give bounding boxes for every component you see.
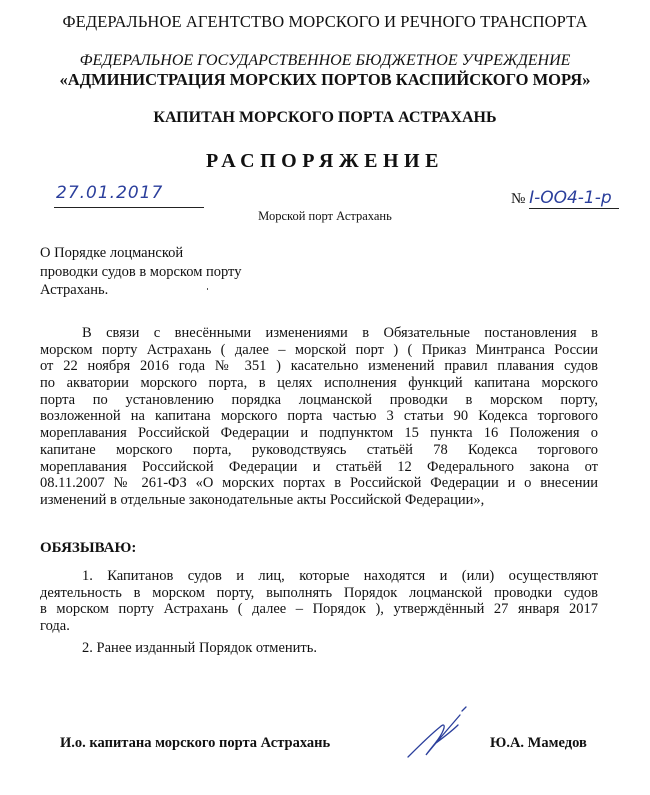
preamble-line: возложенной на капитана морского порта частью 3 статьи 90 Кодекса торгового [40,408,598,425]
preamble-line: В связи с внесёнными изменениями в Обязательные постановления в [82,325,598,341]
item-line: деятельность в морском порту, выполнять Порядок лоцманской проводки судов [40,584,598,601]
preamble-line: от 22 ноября 2016 года № 351 ) касательно изменений правил плавания судов [40,358,598,375]
order-item-1 [40,568,598,635]
preamble-line: капитане морского порта, руководствуясь статьёй 78 Кодекса торгового [40,441,598,458]
preamble-line: изменений в отдельные законодательные акты Российской Федерации», [40,491,485,508]
preamble-line: мореплавания Российской Федерации и подпунктом 15 пункта 16 Положения о [40,425,598,442]
subject-line: проводки судов в морском порту [40,263,242,280]
institution-type: ФЕДЕРАЛЬНОЕ ГОСУДАРСТВЕННОЕ БЮДЖЕТНОЕ УЧРЕЖДЕНИЕ [79,52,571,69]
handwritten-date: 27.01.2017 [54,183,204,208]
institution-name: «АДМИНИСТРАЦИЯ МОРСКИХ ПОРТОВ КАСПИЙСКОГО МОРЯ» [59,70,591,89]
number-sign: № [511,191,526,207]
preamble-line: по акватории морского порта, в целях исполнения функций капитана морского [40,375,598,392]
order-item-2: 2. Ранее изданный Порядок отменить. [82,640,317,656]
preamble-line: мореплавания Российской Федерации и статьёй 12 Федерального закона от [40,458,598,475]
preamble-line: морском порту Астрахань ( далее – морской порт ) ( Приказ Минтранса России [40,341,598,358]
signatory-position: И.о. капитана морского порта Астрахань [60,735,331,751]
scan-mark [207,288,208,290]
order-word: ОБЯЗЫВАЮ: [40,540,137,556]
item-line: 1. Капитанов судов и лиц, которые находятся и (или) осуществляют [82,568,598,584]
item-line: года. [40,618,70,635]
place-of-issue: Морской порт Астрахань [258,209,392,223]
handwritten-signature [400,705,480,765]
document-type-title: РАСПОРЯЖЕНИЕ [206,150,444,172]
agency-heading: ФЕДЕРАЛЬНОЕ АГЕНТСТВО МОРСКОГО И РЕЧНОГО ТРАНСПОРТА [62,12,588,31]
handwritten-number: I-OO4-1-р [529,188,619,209]
subject-block [40,244,300,300]
document-number [511,188,619,209]
department-heading: КАПИТАН МОРСКОГО ПОРТА АСТРАХАНЬ [153,109,497,126]
preamble-paragraph [40,325,598,509]
item-line: в морском порту Астрахань ( далее – Порядок ), утверждённый 27 января 2017 [40,601,598,618]
preamble-line: порта по установлению порядка лоцманской проводки в морском порту, [40,391,598,408]
subject-line: О Порядке лоцманской [40,245,184,261]
subject-line: Астрахань. [40,282,109,298]
preamble-line: 08.11.2007 № 261-ФЗ «О морских портах в Российской Федерации и о внесении [40,475,598,492]
signatory-name: Ю.А. Мамедов [490,735,587,751]
